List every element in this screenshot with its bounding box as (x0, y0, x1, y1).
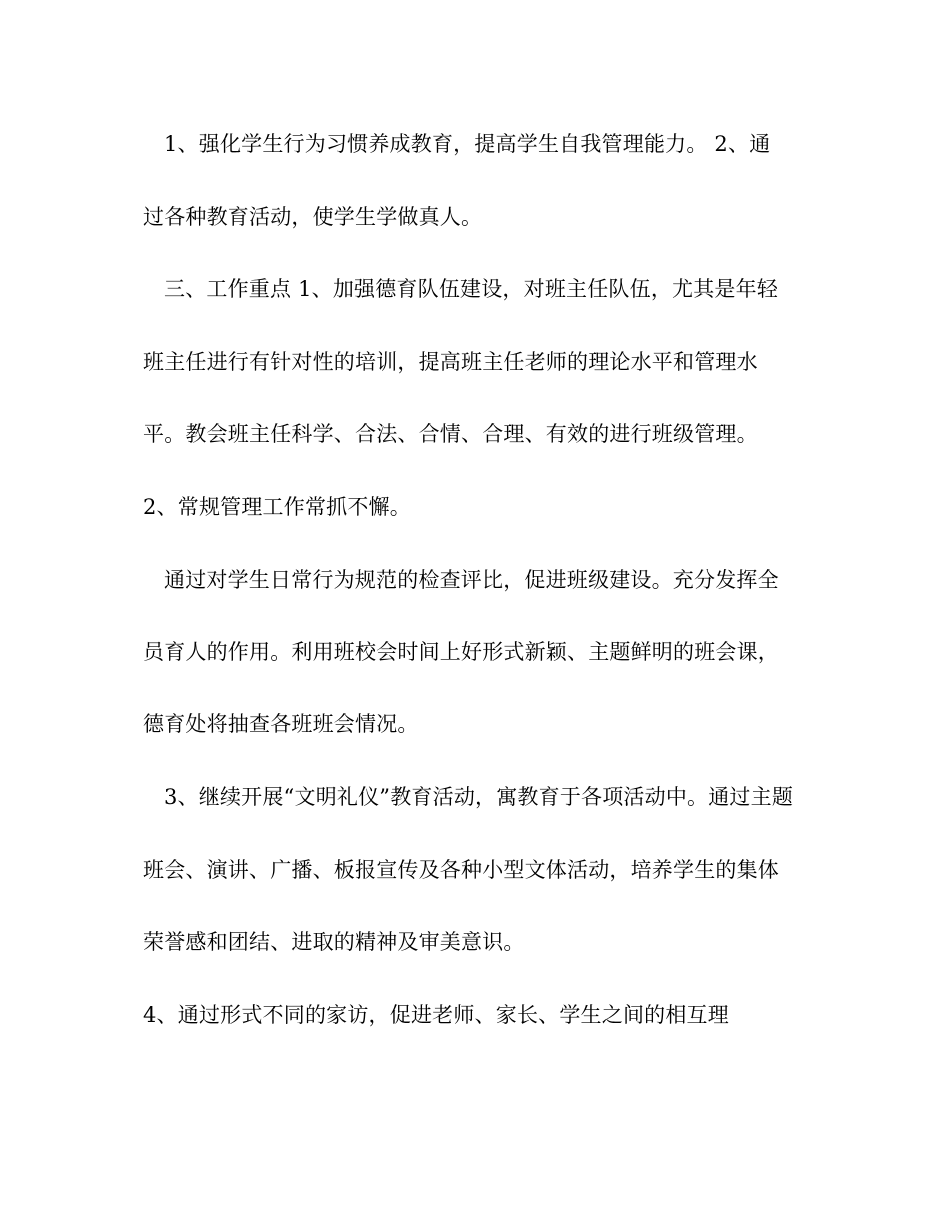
paragraph-line: 3、继续开展“文明礼仪”教育活动，寓教育于各项活动中。通过主题 (164, 785, 794, 809)
paragraph-line: 4、通过形式不同的家访，促进老师、家长、学生之间的相互理 (143, 1003, 729, 1027)
paragraph-line: 班主任进行有针对性的培训，提高班主任老师的理论水平和管理水 (143, 350, 758, 374)
paragraph-line: 三、工作重点 1、加强德育队伍建设，对班主任队伍，尤其是年轻 (164, 277, 779, 301)
paragraph-line: 平。教会班主任科学、合法、合情、合理、有效的进行班级管理。 (143, 422, 758, 446)
paragraph-line: 德育处将抽查各班班会情况。 (143, 712, 419, 736)
paragraph-line: 班会、演讲、广播、板报宣传及各种小型文体活动，培养学生的集体 (143, 858, 779, 882)
paragraph-line: 1、强化学生行为习惯养成教育，提高学生自我管理能力。 2、通 (164, 132, 771, 156)
paragraph-line: 荣誉感和团结、进取的精神及审美意识。 (143, 930, 525, 954)
paragraph-line: 过各种教育活动，使学生学做真人。 (143, 205, 483, 229)
paragraph-line: 通过对学生日常行为规范的检查评比，促进班级建设。充分发挥全 (164, 568, 779, 592)
paragraph-line: 2、常规管理工作常抓不懈。 (143, 495, 411, 519)
paragraph-line: 员育人的作用。利用班校会时间上好形式新颖、主题鲜明的班会课， (143, 640, 779, 664)
